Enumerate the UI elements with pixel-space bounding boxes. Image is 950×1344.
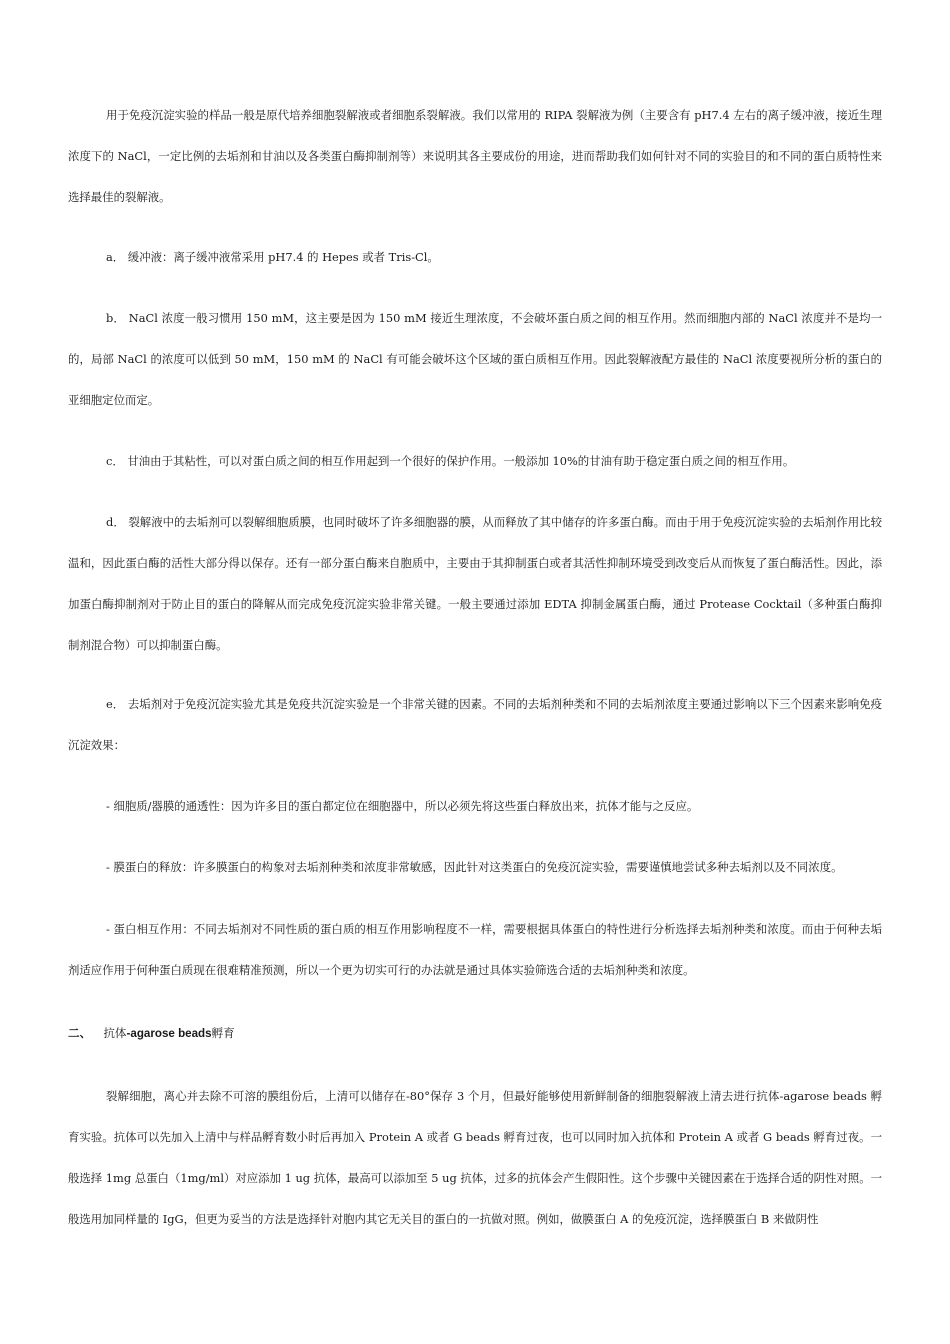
item-b-nacl: b． NaCl 浓度一般习惯用 150 mM，这主要是因为 150 mM 接近生理浓度，不会破坏蛋白质之间的相互作用。然而细胞内部的 NaCl 浓度并不是均一的，局部 NaCl 的浓度可以低到 50 mM，150 mM 的 NaCl 有可能会破坏这个区域的蛋白质相互作用。因此裂解液配方最佳的 NaCl 浓度要视所分析的蛋白的亚细胞定位而定。 <box>68 311 882 407</box>
dash-item-protein-interaction: - 蛋白相互作用：不同去垢剂对不同性质的蛋白质的相互作用影响程度不一样，需要根据具体蛋白的特性进行分析选择去垢剂种类和浓度。而由于何种去垢剂适应作用于何种蛋白质现在很难精准预测，所以一个更为切实可行的办法就是通过具体实验筛选合适的去垢剂种类和浓度。 <box>68 922 882 977</box>
item-c-glycerol: c． 甘油由于其粘性，可以对蛋白质之间的相互作用起到一个很好的保护作用。一般添加 10%的甘油有助于稳定蛋白质之间的相互作用。 <box>106 454 795 468</box>
item-e-detergent-factors: e． 去垢剂对于免疫沉淀实验尤其是免疫共沉淀实验是一个非常关键的因素。不同的去垢剂种类和不同的去垢剂浓度主要通过影响以下三个因素来影响免疫沉淀效果： <box>68 697 882 752</box>
section-title-pre: 抗体 <box>103 1026 127 1040</box>
section2-paragraph: 裂解细胞，离心并去除不可溶的膜组份后，上清可以储存在-80°保存 3 个月，但最好能够使用新鲜制备的细胞裂解液上清去进行抗体-agarose beads 孵育实验。抗体可以先加入上清中与样品孵育数小时后再加入 Protein A 或者 G beads 孵育过夜，也可以同时加入抗体和 Protein A 或者 G beads 孵育过夜。一般选择 1mg 总蛋白（1mg/ml）对应添加 1 ug 抗体，最高可以添加至 5 ug 抗体，过多的抗体会产生假阳性。这个步骤中关键因素在于选择合适的阴性对照。一般选用加同样量的 IgG，但更为妥当的方法是选择针对胞内其它无关目的蛋白的一抗做对照。例如，做膜蛋白 A 的免疫沉淀，选择膜蛋白 B 来做阴性 <box>68 1089 882 1226</box>
dash-item-membrane-protein: - 膜蛋白的释放：许多膜蛋白的构象对去垢剂种类和浓度非常敏感，因此针对这类蛋白的免疫沉淀实验，需要谨慎地尝试多种去垢剂以及不同浓度。 <box>106 860 843 874</box>
section-title-post: 孵育 <box>211 1026 235 1040</box>
section-number: 二、 <box>68 1026 92 1040</box>
item-d-detergent-protease: d． 裂解液中的去垢剂可以裂解细胞质膜，也同时破坏了许多细胞器的膜，从而释放了其中储存的许多蛋白酶。而由于用于免疫沉淀实验的去垢剂作用比较温和，因此蛋白酶的活性大部分得以保存。还有一部分蛋白酶来自胞质中，主要由于其抑制蛋白或者其活性抑制环境受到改变后从而恢复了蛋白酶活性。因此，添加蛋白酶抑制剂对于防止目的蛋白的降解从而完成免疫沉淀实验非常关键。一般主要通过添加 EDTA 抑制金属蛋白酶，通过 Protease Cocktail（多种蛋白酶抑制剂混合物）可以抑制蛋白酶。 <box>68 515 882 652</box>
intro-paragraph: 用于免疫沉淀实验的样品一般是原代培养细胞裂解液或者细胞系裂解液。我们以常用的 RIPA 裂解液为例（主要含有 pH7.4 左右的离子缓冲液，接近生理浓度下的 NaCl，一定比例的去垢剂和甘油以及各类蛋白酶抑制剂等）来说明其各主要成份的用途，进而帮助我们如何针对不同的实验目的和不同的蛋白质特性来选择最佳的裂解液。 <box>68 108 882 204</box>
dash-item-permeability: - 细胞质/器膜的通透性：因为许多目的蛋白都定位在细胞器中，所以必须先将这些蛋白释放出来，抗体才能与之反应。 <box>106 799 699 813</box>
section-title-bold: -agarose beads <box>126 1027 212 1040</box>
section-heading-2 <box>68 1018 235 1049</box>
item-a-buffer: a． 缓冲液：离子缓冲液常采用 pH7.4 的 Hepes 或者 Tris-Cl。 <box>106 250 439 264</box>
